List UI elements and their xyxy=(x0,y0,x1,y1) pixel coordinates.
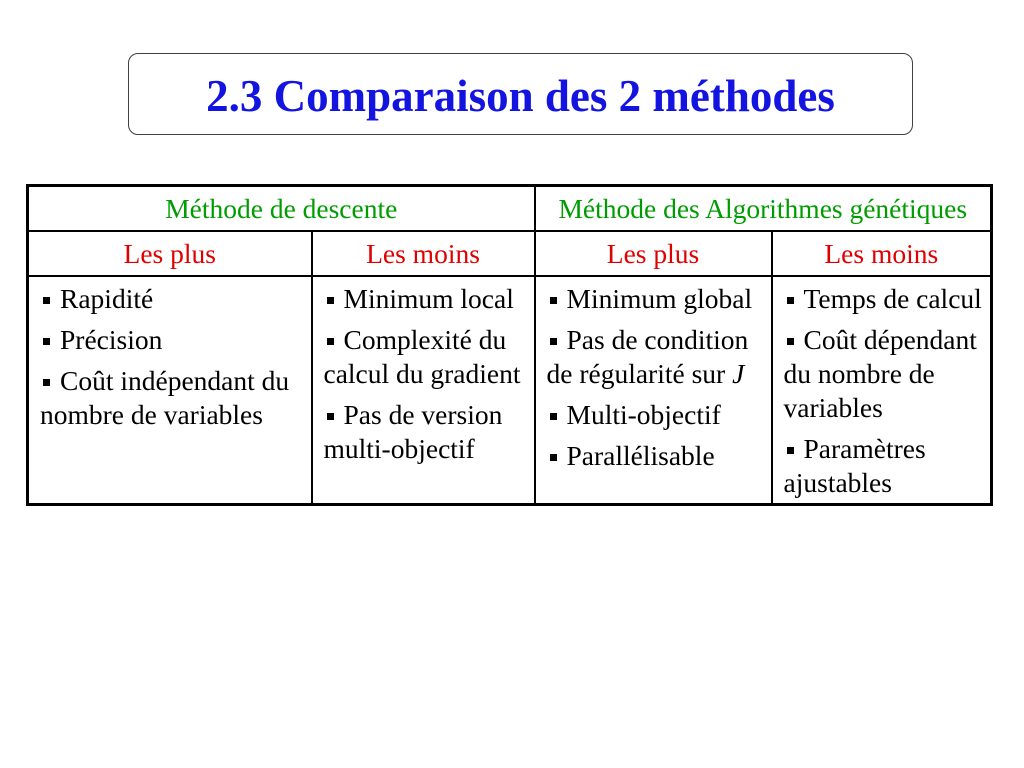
square-bullet-icon xyxy=(787,447,794,454)
square-bullet-icon xyxy=(550,454,557,461)
list-item xyxy=(40,323,309,357)
descent-cons-list xyxy=(313,277,534,466)
list-item xyxy=(784,323,989,425)
genetic-cons-cell xyxy=(772,276,992,505)
list-item xyxy=(784,432,989,500)
list-item xyxy=(784,282,989,316)
comparison-table xyxy=(26,184,993,506)
square-bullet-icon xyxy=(327,297,334,304)
genetic-pros-list xyxy=(536,277,771,473)
descent-cons-header: Les moins xyxy=(312,231,535,276)
item-text: Pas de version multi-objectif xyxy=(323,399,503,464)
item-text: Paramètres ajustables xyxy=(783,433,926,498)
descent-pros-cell xyxy=(28,276,312,505)
item-text: Parallélisable xyxy=(566,440,715,471)
descent-method-header: Méthode de descente xyxy=(28,186,535,232)
square-bullet-icon xyxy=(43,338,50,345)
descent-cons-cell xyxy=(312,276,535,505)
square-bullet-icon xyxy=(327,413,334,420)
square-bullet-icon xyxy=(787,297,794,304)
item-text: Coût dépendant du nombre de variables xyxy=(783,324,977,423)
item-text-italic: J xyxy=(732,358,745,389)
genetic-cons-list xyxy=(773,277,991,500)
item-text: Multi-objectif xyxy=(566,399,721,430)
item-text: Précision xyxy=(60,324,163,355)
descent-pros-header: Les plus xyxy=(28,231,312,276)
genetic-cons-header: Les moins xyxy=(772,231,992,276)
item-text: Minimum global xyxy=(566,283,753,314)
method-header-row xyxy=(28,186,992,232)
title-box xyxy=(128,53,913,135)
item-text: Rapidité xyxy=(60,283,154,314)
list-item xyxy=(547,282,769,316)
list-item xyxy=(547,398,769,432)
pros-cons-header-row xyxy=(28,231,992,276)
square-bullet-icon xyxy=(327,338,334,345)
square-bullet-icon xyxy=(550,338,557,345)
genetic-pros-cell xyxy=(535,276,772,505)
square-bullet-icon xyxy=(550,297,557,304)
list-item xyxy=(324,398,532,466)
genetic-pros-header: Les plus xyxy=(535,231,772,276)
item-text: Coût indépendant du nombre de variables xyxy=(40,365,290,430)
square-bullet-icon xyxy=(43,297,50,304)
item-text: Complexité du calcul du gradient xyxy=(323,324,521,389)
list-item xyxy=(324,323,532,391)
square-bullet-icon xyxy=(550,413,557,420)
list-item xyxy=(40,364,309,432)
square-bullet-icon xyxy=(787,338,794,345)
slide-title: 2.3 Comparaison des 2 méthodes xyxy=(206,70,835,121)
list-item xyxy=(547,323,769,391)
items-row xyxy=(28,276,992,505)
item-text: Minimum local xyxy=(343,283,514,314)
list-item xyxy=(547,439,769,473)
square-bullet-icon xyxy=(43,379,50,386)
list-item xyxy=(324,282,532,316)
list-item xyxy=(40,282,309,316)
descent-pros-list xyxy=(29,277,311,432)
genetic-method-header: Méthode des Algorithmes génétiques xyxy=(535,186,992,232)
item-text: Temps de calcul xyxy=(803,283,982,314)
item-text: Pas de condition de régularité sur xyxy=(546,324,749,389)
